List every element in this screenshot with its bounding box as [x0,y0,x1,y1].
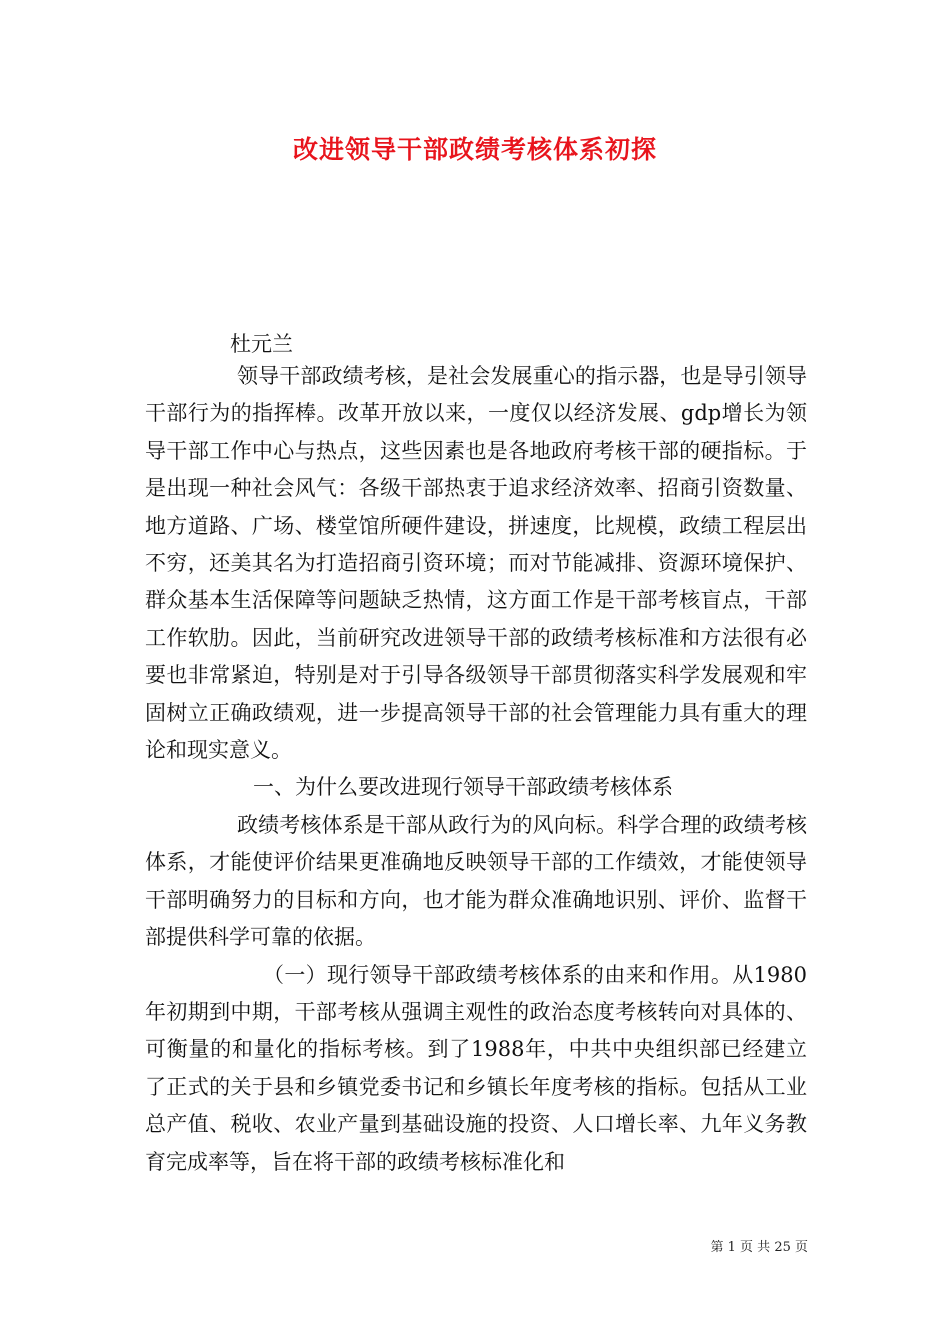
paragraph-intro: 领导干部政绩考核，是社会发展重心的指示器，也是导引领导干部行为的指挥棒。改革开放以来，一度仅以经济发展、gdp增长为领导干部工作中心与热点，这些因素也是各地政府考核干部的硬指标。于是出现一种社会风气：各级干部热衷于追求经济效率、招商引资数量、地方道路、广场、楼堂馆所硬件建设，拼速度，比规模，政绩工程层出不穷，还美其名为打造招商引资环境；而对节能减排、资源环境保护、群众基本生活保障等问题缺乏热情，这方面工作是干部考核盲点，干部工作软肋。因此，当前研究改进领导干部的政绩考核标准和方法很有必要也非常紧迫，特别是对于引导各级领导干部贯彻落实科学发展观和牢固树立正确政绩观，进一步提高领导干部的社会管理能力具有重大的理论和现实意义。 [145,364,807,763]
paragraph-subsection: （一）现行领导干部政绩考核体系的由来和作用。从1980年初期到中期，干部考核从强调主观性的政治态度考核转向对具体的、可衡量的和量化的指标考核。到了1988年，中共中央组织部已经建立了正式的关于县和乡镇党委书记和乡镇长年度考核的指标。包括从工业总产值、税收、农业产量到基础设施的投资、人口增长率、九年义务教育完成率等，旨在将干部的政绩考核标准化和 [145,962,807,1174]
document-title: 改进领导干部政绩考核体系初探 [292,135,657,164]
section-heading: 一、为什么要改进现行领导干部政绩考核体系 [253,775,673,800]
author-name: 杜元兰 [230,332,293,356]
paragraph-section-intro: 政绩考核体系是干部从政行为的风向标。科学合理的政绩考核体系，才能使评价结果更准确地反映领导干部的工作绩效，才能使领导干部明确努力的目标和方向，也才能为群众准确地识别、评价、监督干部提供科学可靠的依据。 [145,812,807,950]
document-body [145,358,807,1181]
page-number: 第 1 页 共 25 页 [710,1240,808,1255]
